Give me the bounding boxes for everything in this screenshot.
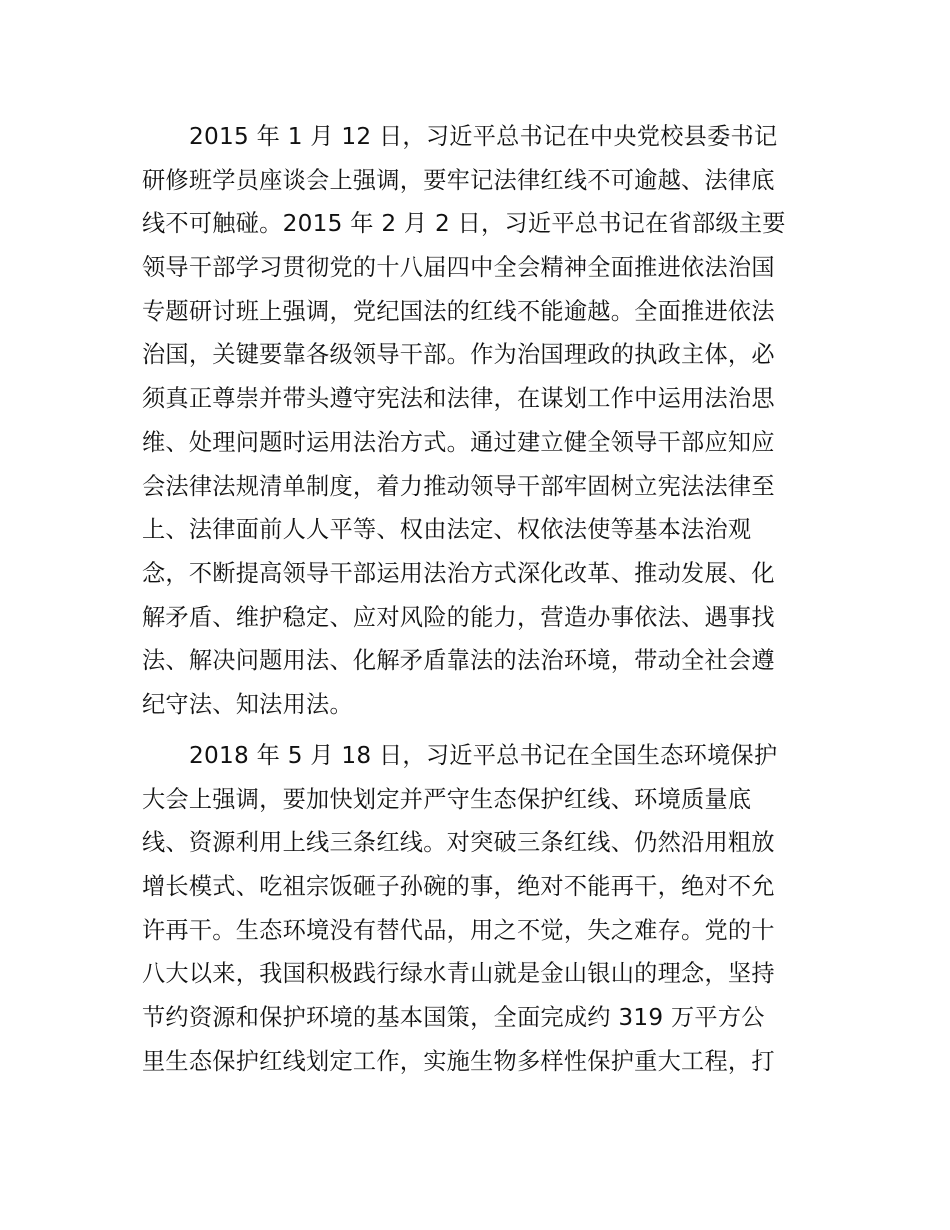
- text-line: 线不可触碰。2015 年 2 月 2 日，习近平总书记在省部级主要: [142, 210, 786, 238]
- text-line: 研修班学员座谈会上强调，要牢记法律红线不可逾越、法律底: [142, 166, 775, 194]
- text-line: 须真正尊崇并带头遵守宪法和法律，在谋划工作中运用法治思: [142, 385, 775, 413]
- text-line: 上、法律面前人人平等、权由法定、权依法使等基本法治观: [142, 516, 752, 544]
- text-line: 八大以来，我国积极践行绿水青山就是金山银山的理念，坚持: [142, 960, 775, 988]
- text-line: 许再干。生态环境没有替代品，用之不觉，失之难存。党的十: [142, 916, 775, 944]
- text-line: 专题研讨班上强调，党纪国法的红线不能逾越。全面推进依法: [142, 297, 775, 325]
- text-line: 法、解决问题用法、化解矛盾靠法的法治环境，带动全社会遵: [142, 647, 775, 675]
- text-line: 领导干部学习贯彻党的十八届四中全会精神全面推进依法治国: [142, 254, 775, 282]
- text-line: 里生态保护红线划定工作，实施生物多样性保护重大工程，打: [142, 1047, 775, 1075]
- text-line: 解矛盾、维护稳定、应对风险的能力，营造办事依法、遇事找: [142, 603, 775, 631]
- text-line: 维、处理问题时运用法治方式。通过建立健全领导干部应知应: [142, 428, 775, 456]
- text-line: 大会上强调，要加快划定并严守生态保护红线、环境质量底: [142, 785, 752, 813]
- text-line: 2018 年 5 月 18 日，习近平总书记在全国生态环境保护: [189, 742, 778, 769]
- paragraph-2: [142, 734, 814, 1084]
- text-line: 线、资源利用上线三条红线。对突破三条红线、仍然沿用粗放: [142, 829, 775, 857]
- text-line: 节约资源和保护环境的基本国策，全面完成约 319 万平方公: [142, 1004, 765, 1032]
- text-line: 治国，关键要靠各级领导干部。作为治国理政的执政主体，必: [142, 341, 775, 369]
- text-line: 增长模式、吃祖宗饭砸子孙碗的事，绝对不能再干，绝对不允: [142, 873, 775, 901]
- text-line: 会法律法规清单制度，着力推动领导干部牢固树立宪法法律至: [142, 472, 775, 500]
- paragraph-1: [142, 115, 814, 727]
- text-line: 纪守法、知法用法。: [142, 690, 353, 718]
- text-line: 念，不断提高领导干部运用法治方式深化改革、推动发展、化: [142, 559, 775, 587]
- text-line: 2015 年 1 月 12 日，习近平总书记在中央党校县委书记: [189, 123, 778, 150]
